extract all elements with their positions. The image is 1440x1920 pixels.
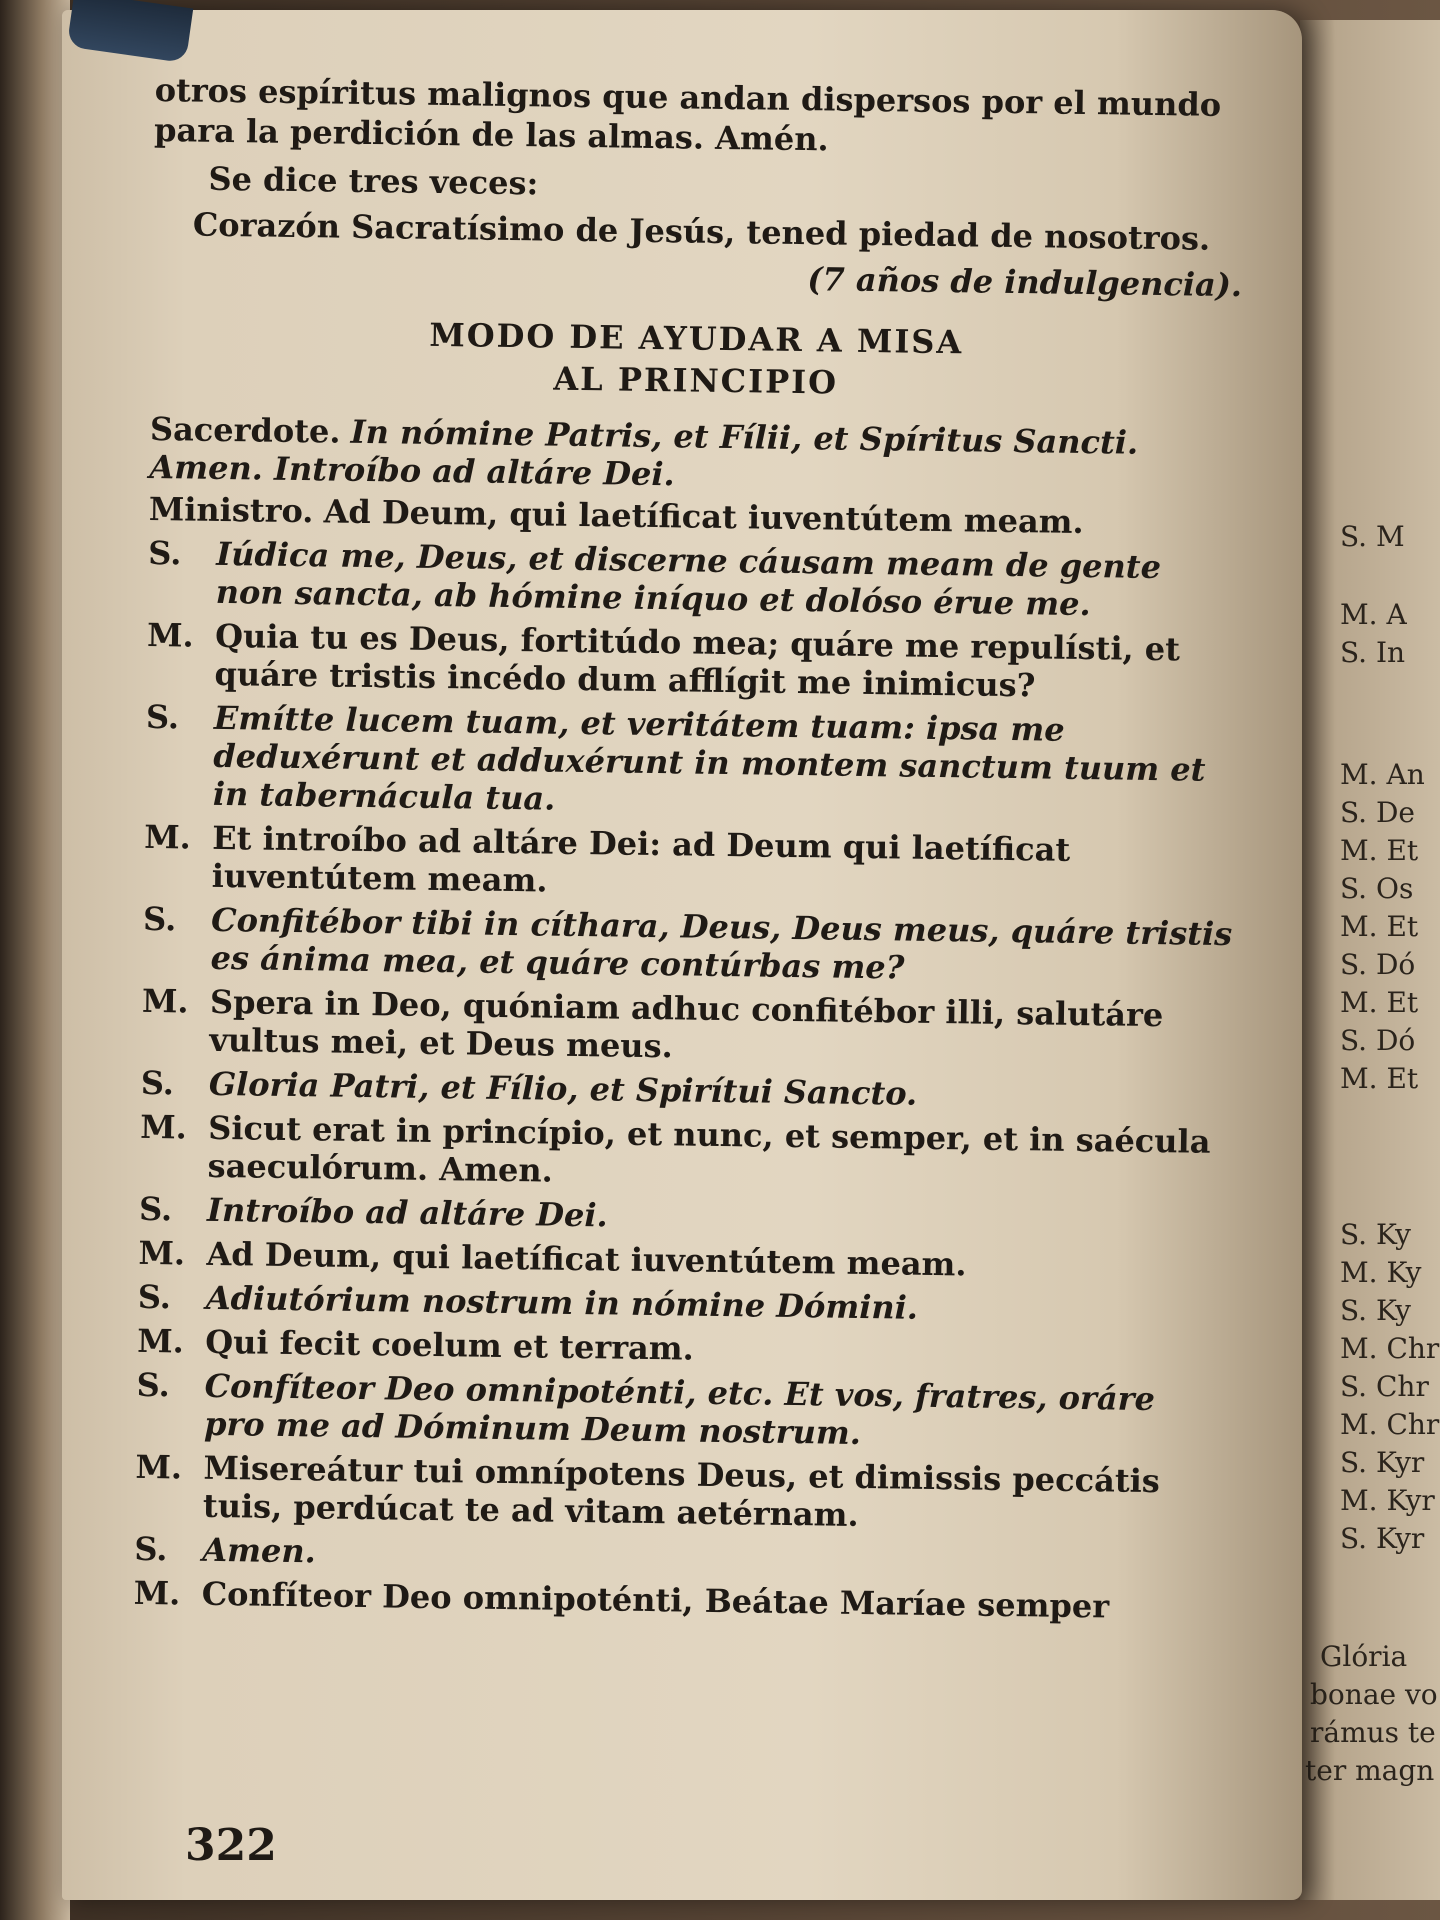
adjacent-fragment: M. A: [1340, 598, 1407, 631]
dialog-row: [137, 1322, 1227, 1375]
speaker-label: M.: [138, 1233, 186, 1273]
dialog-text: Iúdica me, Deus, et discerne cáusam meam de gente non sancta, ab hómine iníquo et dolóso érue me.: [215, 534, 1162, 624]
speaker-label: S.: [134, 1529, 168, 1569]
sacerdote-block: [149, 410, 1240, 501]
dialog-row: [136, 1366, 1227, 1457]
adjacent-fragment: S. In: [1340, 636, 1406, 669]
adjacent-fragment: S. Kyr: [1340, 1446, 1425, 1479]
adjacent-fragment: rámus te: [1310, 1716, 1436, 1749]
adjacent-fragment: S. Kyr: [1340, 1522, 1425, 1555]
intro-paragraph: otros espíritus malignos que andan dispersos por el mundo para la perdición de las almas. Amén.: [153, 70, 1222, 159]
dialog-text: Amen.: [202, 1530, 317, 1571]
adjacent-fragment: M. Chr: [1340, 1332, 1440, 1365]
dialog-text: Confíteor Deo omnipoténti, Beátae Maríae semper: [201, 1574, 1110, 1626]
dialog-row: [138, 1278, 1228, 1331]
dialog-text: Confitébor tibi in cíthara, Deus, Deus meus, quáre tristis es ánima mea, et quáre contúrbas me?: [210, 900, 1233, 987]
adjacent-fragment: S. Ky: [1340, 1294, 1411, 1327]
dialog-row: [146, 616, 1237, 707]
speaker-label: S.: [142, 899, 177, 939]
section-heading: MODO DE AYUDAR A MISA: [429, 315, 964, 362]
adjacent-fragment: ter magn: [1305, 1754, 1435, 1787]
sacerdote-text: In nómine Patris, et Fílii, et Spíritus Sancti. Amen. Introíbo ad altáre Dei.: [149, 412, 1139, 494]
dialog-text: Confíteor Deo omnipoténti, etc. Et vos, fratres, oráre pro me ad Dóminum Deum nostrum.: [203, 1366, 1156, 1452]
adjacent-fragment: bonae vo: [1310, 1678, 1438, 1711]
speaker-label: M.: [139, 1107, 188, 1147]
speaker-label: M.: [144, 817, 192, 857]
adjacent-fragment: S. Chr: [1340, 1370, 1429, 1403]
speaker-label: M.: [141, 981, 189, 1021]
adjacent-fragment: M. Kyr: [1340, 1484, 1435, 1517]
page-text: [133, 70, 1244, 1627]
dialog-text: Quia tu es Deus, fortitúdo mea; quáre me repulísti, et quáre tristis incédo dum afflígit me inimicus?: [214, 616, 1181, 705]
dialog-text: Misereátur tui omnípotens Deus, et dimissis peccátis tuis, perdúcat te ad vitam aetérnam.: [202, 1448, 1161, 1534]
page-number: 322: [185, 1820, 277, 1871]
dialog-row: [145, 698, 1236, 827]
adjacent-fragment: M. Chr: [1340, 1408, 1440, 1441]
adjacent-fragment: M. Et: [1340, 986, 1419, 1019]
dialog-text: Qui fecit coelum et terram.: [204, 1322, 695, 1368]
dialog-text: Gloria Patri, et Fílio, et Spirítui Sancto.: [208, 1064, 918, 1113]
speaker-label: M.: [146, 615, 194, 655]
adjacent-fragment: S. Ky: [1340, 1218, 1411, 1251]
dialog-row: [135, 1448, 1226, 1539]
speaker-label: S.: [145, 697, 180, 737]
adjacent-fragment: M. Et: [1340, 1062, 1419, 1095]
speaker-label: M.: [133, 1573, 181, 1613]
dialog-row: [143, 818, 1234, 909]
dialog-text: Et introíbo ad altáre Dei: ad Deum qui laetíficat iuventútem meam.: [211, 818, 1071, 900]
stacked-page-edges: [0, 0, 70, 1920]
speaker-label: S.: [137, 1277, 172, 1317]
adjacent-fragment: M. Et: [1340, 834, 1419, 867]
speaker-label: M.: [135, 1447, 183, 1487]
dialog-text: Sicut erat in princípio, et nunc, et semper, et in saécula saeculórum. Amen.: [207, 1108, 1211, 1190]
dialog-row: [142, 900, 1233, 991]
indulgence-note: (7 años de indulgencia).: [807, 260, 1243, 305]
dialog-row: [134, 1530, 1224, 1583]
dialog-row: [138, 1234, 1228, 1287]
adjacent-fragment: S. Dó: [1340, 1024, 1416, 1057]
adjacent-fragment: M. An: [1340, 758, 1425, 791]
instruction-line: Se dice tres veces:: [208, 159, 539, 203]
speaker-label: S.: [136, 1365, 171, 1405]
invocation: Corazón Sacratísimo de Jesús, tened piedad de nosotros.: [192, 205, 1211, 258]
section-subheading: AL PRINCIPIO: [553, 359, 839, 402]
ministro-text: Ad Deum, qui laetíficat iuventútem meam.: [323, 492, 1084, 542]
adjacent-fragment: Glória: [1320, 1640, 1408, 1673]
adjacent-fragment: M. Ky: [1340, 1256, 1422, 1289]
adjacent-fragment: S. De: [1340, 796, 1416, 829]
dialog-row: [141, 982, 1232, 1073]
speaker-label: M.: [136, 1321, 185, 1361]
dialog-row: [147, 534, 1238, 625]
adjacent-fragment: M. Et: [1340, 910, 1419, 943]
speaker-label: S.: [140, 1063, 175, 1103]
dialog-text: Introíbo ad altáre Dei.: [206, 1190, 608, 1235]
speaker-label: S.: [138, 1189, 173, 1229]
adjacent-fragment: S. Dó: [1340, 948, 1416, 981]
adjacent-page: [1300, 20, 1440, 1900]
adjacent-fragment: S. M: [1340, 520, 1405, 553]
dialog-row: [139, 1190, 1229, 1243]
ministro-label: Ministro.: [148, 489, 314, 531]
adjacent-fragment: S. Os: [1340, 872, 1414, 905]
dialog-text: Spera in Deo, quóniam adhuc confitébor illi, salutáre vultus mei, et Deus meus.: [209, 982, 1164, 1066]
dialog-text: Emítte lucem tuam, et veritátem tuam: ipsa me deduxérunt et adduxérunt in montem sanctum tuum et in tabernácula tua.: [212, 698, 1206, 818]
dialog-row: [139, 1108, 1230, 1199]
dialog-row: [141, 1064, 1231, 1117]
speaker-label: S.: [147, 533, 182, 573]
dialog-text: Ad Deum, qui laetíficat iuventútem meam.: [206, 1234, 967, 1284]
sacerdote-label: Sacerdote.: [149, 409, 341, 451]
dialog-text: Adiutórium nostrum in nómine Dómini.: [205, 1278, 919, 1327]
